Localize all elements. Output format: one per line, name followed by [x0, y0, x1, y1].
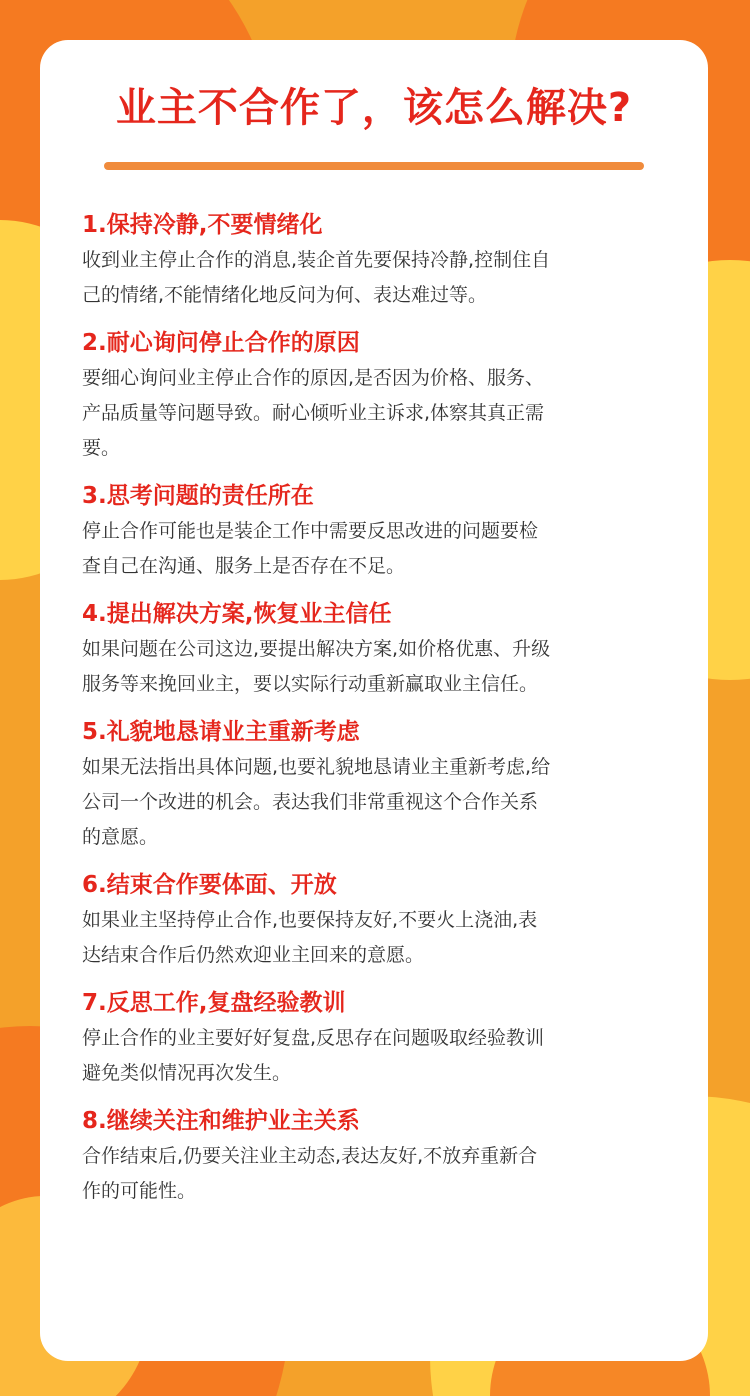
advice-line-6-1: 如果业主坚持停止合作,也要保持友好,不要火上浇油,表: [82, 909, 538, 931]
advice-line-4-2: 服务等来挽回业主，要以实际行动重新赢取业主信任。: [82, 673, 539, 695]
advice-list: [82, 208, 666, 1209]
advice-heading-1: 1.保持冷静,不要情绪化: [82, 212, 323, 238]
advice-section-3: [82, 479, 666, 584]
advice-line-2-2: 产品质量等问题导致。耐心倾听业主诉求,体察其真正需: [82, 402, 545, 424]
page-title: 业主不合作了，该怎么解决?: [115, 85, 633, 131]
advice-heading-7: 7.反思工作,复盘经验教训: [82, 990, 346, 1016]
advice-section-8: [82, 1104, 666, 1209]
advice-heading-4: 4.提出解决方案,恢复业主信任: [82, 601, 392, 627]
advice-line-7-2: 避免类似情况再次发生。: [82, 1062, 292, 1084]
advice-line-7-1: 停止合作的业主要好好复盘,反思存在问题吸取经验教训: [82, 1027, 545, 1049]
advice-line-5-1: 如果无法指出具体问题,也要礼貌地恳请业主重新考虑,给: [82, 756, 551, 778]
advice-line-2-3: 要。: [82, 437, 121, 459]
advice-section-7: [82, 986, 666, 1091]
advice-heading-8: 8.继续关注和维护业主关系: [82, 1108, 360, 1134]
advice-line-5-2: 公司一个改进的机会。表达我们非常重视这个合作关系: [82, 791, 539, 813]
advice-line-8-1: 合作结束后,仍要关注业主动态,表达友好,不放弃重新合: [82, 1145, 538, 1167]
advice-heading-2: 2.耐心询问停止合作的原因: [82, 330, 360, 356]
advice-line-5-3: 的意愿。: [82, 826, 159, 848]
advice-line-2-1: 要细心询问业主停止合作的原因,是否因为价格、服务、: [82, 367, 545, 389]
advice-line-3-1: 停止合作可能也是装企工作中需要反思改进的问题要检: [82, 520, 539, 542]
advice-heading-6: 6.结束合作要体面、开放: [82, 872, 337, 898]
advice-line-6-2: 达结束合作后仍然欢迎业主回来的意愿。: [82, 944, 425, 966]
advice-line-1-2: 己的情绪,不能情绪化地反问为何、表达难过等。: [82, 284, 488, 306]
advice-line-4-1: 如果问题在公司这边,要提出解决方案,如价格优惠、升级: [82, 638, 551, 660]
advice-section-1: [82, 208, 666, 313]
advice-section-2: [82, 326, 666, 466]
advice-section-4: [82, 597, 666, 702]
content-card: [40, 40, 708, 1361]
advice-line-3-2: 查自己在沟通、服务上是否存在不足。: [82, 555, 406, 577]
advice-heading-3: 3.思考问题的责任所在: [82, 483, 314, 509]
advice-heading-5: 5.礼貌地恳请业主重新考虑: [82, 719, 360, 745]
advice-line-8-2: 作的可能性。: [82, 1180, 197, 1202]
advice-section-6: [82, 868, 666, 973]
title-underline: [104, 162, 644, 170]
advice-line-1-1: 收到业主停止合作的消息,装企首先要保持冷静,控制住自: [82, 249, 551, 271]
advice-section-5: [82, 715, 666, 855]
